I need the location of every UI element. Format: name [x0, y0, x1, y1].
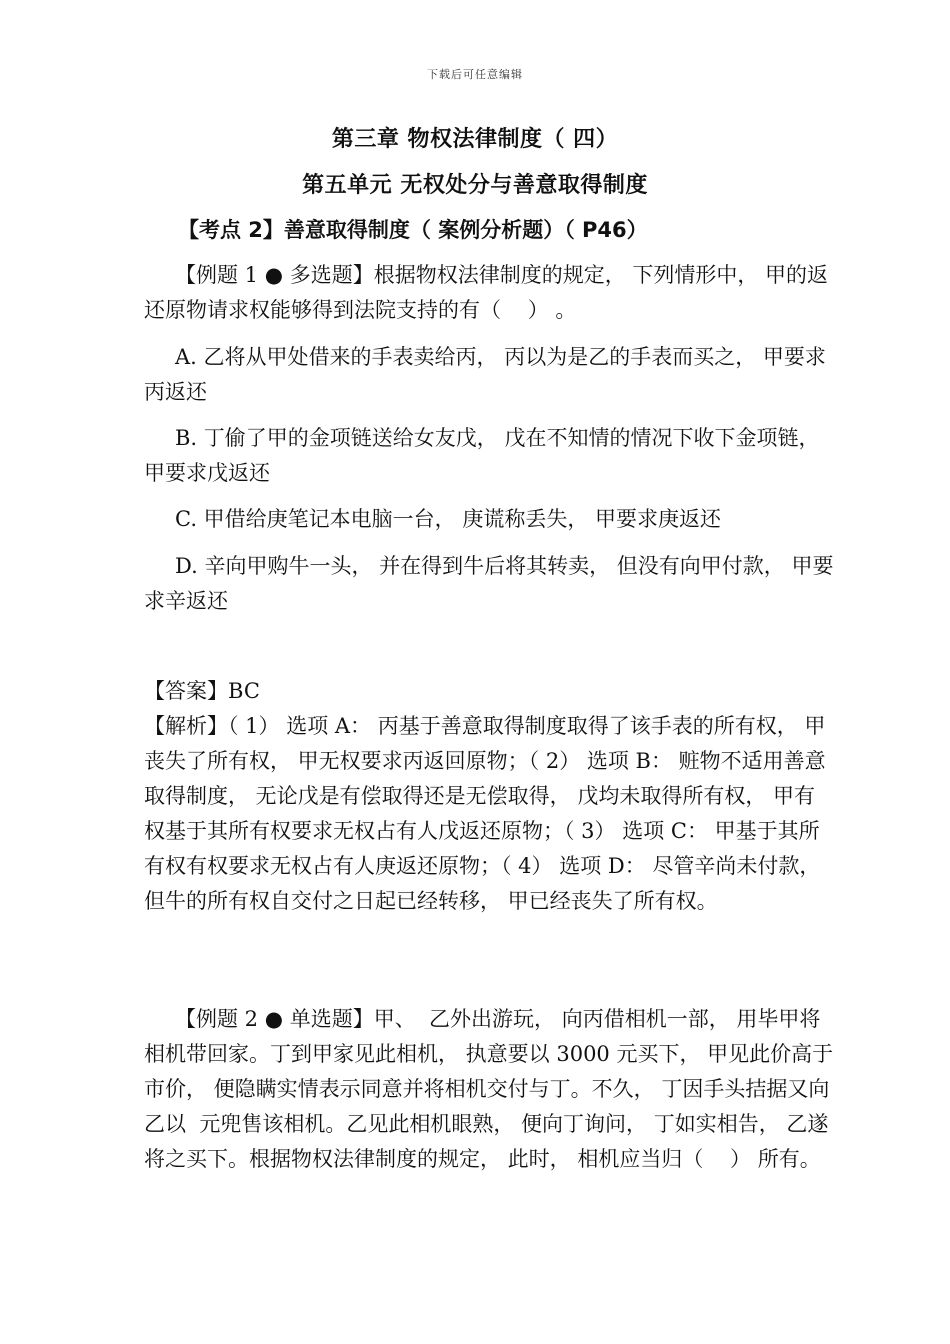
unit-title: 第五单元 无权处分与善意取得制度	[302, 173, 648, 198]
chapter-title: 第三章 物权法律制度（ 四）	[331, 127, 619, 152]
header-note: 下载后可任意编辑	[427, 68, 523, 81]
example1-option-a: A. 乙将从甲处借来的手表卖给丙， 丙以为是乙的手表而买之， 甲要求丙返还	[144, 345, 826, 404]
analysis: 【解析】（ 1） 选项 A： 丙基于善意取得制度取得了该手表的所有权， 甲丧失了所有权， 甲无权要求丙返回原物；（ 2） 选项 B： 赃物不适用善意取得制度， 无论戊是有偿取得还是无偿取得， 戊均未取得所有权， 甲有权基于其所有权要求无权占有人戊返还原物；（ 3） 选项 C： 甲基于其所有权有权要求无权占有人庚返还原物；（ 4） 选项 D： 尽管辛尚未付款， 但牛的所有权自交付之日起已经转移， 甲已经丧失了所有权。	[144, 714, 828, 913]
example1-option-c: C. 甲借给庚笔记本电脑一台， 庚谎称丢失， 甲要求庚返还	[175, 507, 722, 531]
example1-question: 【例题 1 ● 多选题】根据物权法律制度的规定， 下列情形中， 甲的返还原物请求权能够得到法院支持的有（ ） 。	[144, 263, 829, 322]
example1-option-b: B. 丁偷了甲的金项链送给女友戊， 戊在不知情的情况下收下金项链， 甲要求戊返还	[144, 426, 827, 485]
example2-question: 【例题 2 ● 单选题】甲、 乙外出游玩， 向丙借相机一部， 用毕甲将相机带回家。丁到甲家见此相机， 执意要以 3000 元买下， 甲见此价高于市价， 便隐瞒实情表示同意并将相机交付与丁。不久， 丁因手头拮据又向乙以 元兜售该相机。乙见此相机眼熟， 便向丁询问， 丁如实相告， 乙遂将之买下。根据物权法律制度的规定， 此时， 相机应当归（ ） 所有。	[144, 1007, 834, 1171]
point-title: 【考点 2】善意取得制度（ 案例分析题）（ P46）	[178, 218, 648, 242]
answer: 【答案】BC	[144, 679, 260, 703]
example1-option-d: D. 辛向甲购牛一头， 并在得到牛后将其转卖， 但没有向甲付款， 甲要求辛返还	[144, 554, 834, 613]
